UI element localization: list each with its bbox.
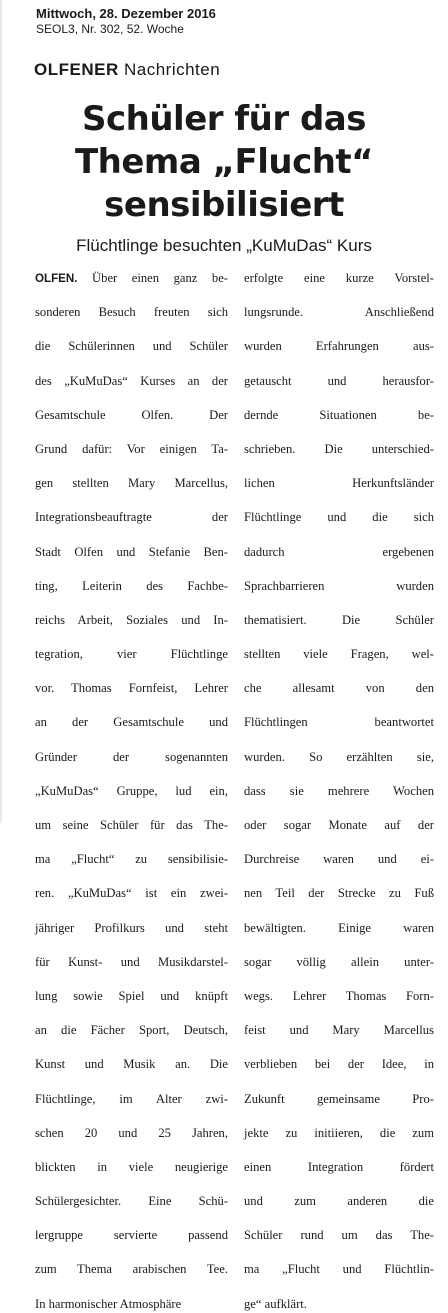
article-text: sonderen Besuch freuten sich xyxy=(35,305,228,320)
article-text-line xyxy=(244,714,434,748)
issue-number: SEOL3, Nr. 302, 52. Woche xyxy=(36,22,184,36)
article-text-line xyxy=(244,1159,434,1193)
article-text-line xyxy=(244,783,434,817)
article-text-line xyxy=(35,373,228,407)
article-text: um seine Schüler für das The- xyxy=(35,818,228,832)
article-text-line xyxy=(35,1227,228,1261)
article-text: vor. Thomas Fornfeist, Lehrer xyxy=(35,681,228,696)
issue-meta xyxy=(36,6,216,37)
article-text-line xyxy=(244,441,434,475)
article-text-line xyxy=(244,338,434,372)
article-text: wurden. So erzählten sie, xyxy=(244,749,434,764)
article-text: Gründer der sogenannten xyxy=(35,749,228,764)
article-text-line xyxy=(244,1296,434,1313)
article-text: zum Thema arabischen Tee. xyxy=(35,1262,228,1277)
article-text-line xyxy=(244,475,434,509)
article-text-line xyxy=(244,1227,434,1261)
article-text-line xyxy=(244,270,434,304)
article-text-line xyxy=(244,544,434,578)
article-text: Kunst und Musik an. Die xyxy=(35,1057,228,1072)
article-text-line xyxy=(244,1261,434,1295)
article-text: erfolgte eine kurze Vorstel- xyxy=(244,271,434,285)
article-text: sogar völlig allein unter- xyxy=(244,954,434,969)
article-text-line xyxy=(35,749,228,783)
article-text: stellten viele Fragen, wel- xyxy=(244,647,434,662)
article-text-line xyxy=(35,954,228,988)
article-text: lichen Herkunftsländer xyxy=(244,476,434,491)
article-text-line xyxy=(35,1091,228,1125)
article-text: ma „Flucht und Flüchtlin- xyxy=(244,1262,434,1277)
article-text-line xyxy=(244,920,434,954)
article-text: lergruppe servierte passend xyxy=(35,1228,228,1243)
article-text: und zum anderen die xyxy=(244,1194,434,1209)
article-text: nen Teil der Strecke zu Fuß xyxy=(244,886,434,901)
article-text-line xyxy=(244,885,434,919)
section-brand: OLFENER xyxy=(34,60,119,79)
subheadline: Flüchtlinge besuchten „KuMuDas“ Kurs xyxy=(76,236,372,255)
article-text: ting, Leiterin des Fachbe- xyxy=(35,578,228,593)
article-text-line xyxy=(35,817,228,851)
issue-date: Mittwoch, 28. Dezember 2016 xyxy=(36,6,216,21)
article-text-line xyxy=(35,783,228,817)
article-text: Integrationsbeauftragte der xyxy=(35,510,228,525)
article-text-line xyxy=(244,1056,434,1090)
article-text-line xyxy=(244,1091,434,1125)
article-text-line xyxy=(35,1022,228,1056)
article-text-line xyxy=(244,817,434,851)
article-text-line xyxy=(244,407,434,441)
article-text-line xyxy=(35,304,228,338)
article-text: ge“ aufklärt. xyxy=(244,1296,307,1311)
article-text-line xyxy=(35,475,228,509)
article-text: ma „Flucht“ zu sensibilisie- xyxy=(35,852,228,867)
article-text-line xyxy=(35,441,228,475)
article-text: wegs. Lehrer Thomas Forn- xyxy=(244,988,434,1003)
article-text: gen stellten Mary Marcellus, xyxy=(35,476,228,491)
article-text-line xyxy=(244,646,434,680)
article-text: dass sie mehrere Wochen xyxy=(244,783,434,798)
article-text: blickten in viele neugierige xyxy=(35,1159,228,1174)
article-text: Grund dafür: Vor einigen Ta- xyxy=(35,441,228,456)
article-text-line xyxy=(244,851,434,885)
article-text: die Schülerinnen und Schüler xyxy=(35,339,228,354)
article-text-line xyxy=(35,1056,228,1090)
article-text: reichs Arbeit, Soziales und In- xyxy=(35,612,228,627)
article-text: Flüchtlingen beantwortet xyxy=(244,715,434,730)
article-text-line xyxy=(244,749,434,783)
article-text-line xyxy=(35,714,228,748)
article-text: tegration, vier Flüchtlinge xyxy=(35,647,228,662)
article-text-line xyxy=(35,578,228,612)
article-text-line xyxy=(244,509,434,543)
article-text: jähriger Profilkurs und steht xyxy=(35,920,228,935)
article-text-line xyxy=(244,304,434,338)
article-text-line xyxy=(244,1125,434,1159)
article-text: Schülergesichter. Eine Schü- xyxy=(35,1194,228,1209)
article-text: Über einen ganz be- xyxy=(77,271,228,285)
section-name: Nachrichten xyxy=(123,60,221,79)
article-text: getauscht und herausfor- xyxy=(244,373,434,388)
article-text: Schüler rund um das The- xyxy=(244,1228,434,1243)
article-text: für Kunst- und Musikdarstel- xyxy=(35,954,228,969)
article-text: Durchreise waren und ei- xyxy=(244,852,434,867)
section-title xyxy=(34,60,220,80)
article-text: jekte zu initiieren, die zum xyxy=(244,1125,434,1140)
article-text-line xyxy=(35,338,228,372)
article-text: Zukunft gemeinsame Pro- xyxy=(244,1091,434,1106)
article-text: dernde Situationen be- xyxy=(244,407,434,422)
article-column-right xyxy=(244,270,434,1313)
article-text-line xyxy=(35,544,228,578)
article-text: feist und Mary Marcellus xyxy=(244,1023,434,1038)
article-text-line xyxy=(35,646,228,680)
article-text: schrieben. Die unterschied- xyxy=(244,441,434,456)
article-text: des „KuMuDas“ Kurses an der xyxy=(35,373,228,388)
headline-line: Thema „Flucht“ xyxy=(74,142,374,182)
article-text: In harmonischer Atmosphäre xyxy=(35,1296,182,1311)
article-text: lung sowie Spiel und knüpft xyxy=(35,988,228,1003)
article-text-line xyxy=(35,1159,228,1193)
article-text: thematisiert. Die Schüler xyxy=(244,612,434,627)
dateline: OLFEN. xyxy=(35,272,78,285)
article-text: ren. „KuMuDas“ ist ein zwei- xyxy=(35,886,228,901)
article-text-line xyxy=(244,578,434,612)
article-text: schen 20 und 25 Jahren, xyxy=(35,1125,228,1140)
article-text-line xyxy=(244,954,434,988)
article-text-line xyxy=(35,1296,228,1313)
article-text-line xyxy=(35,920,228,954)
article-text-line xyxy=(35,1261,228,1295)
headline xyxy=(0,98,448,227)
article-text-line xyxy=(244,373,434,407)
article-text-line xyxy=(244,680,434,714)
article-text-line xyxy=(35,612,228,646)
article-text-line xyxy=(244,1193,434,1227)
article-text: „KuMuDas“ Gruppe, lud ein, xyxy=(35,783,228,798)
article-text-line xyxy=(244,1022,434,1056)
article-text-line xyxy=(35,407,228,441)
article-text-line xyxy=(35,988,228,1022)
article-text: einen Integration fördert xyxy=(244,1159,434,1174)
article-text: wurden Erfahrungen aus- xyxy=(244,339,434,354)
article-text: verblieben bei der Idee, in xyxy=(244,1057,434,1072)
article-column-left xyxy=(35,270,228,1313)
article-text: Sprachbarrieren wurden xyxy=(244,578,434,593)
article-text: Flüchtlinge und die sich xyxy=(244,510,434,525)
article-text: oder sogar Monate auf der xyxy=(244,818,434,832)
article-text: an die Fächer Sport, Deutsch, xyxy=(35,1023,228,1038)
article-text-line xyxy=(244,612,434,646)
article-text-line xyxy=(35,851,228,885)
article-text-line xyxy=(35,1193,228,1227)
article-text-line xyxy=(35,1125,228,1159)
article-text: dadurch ergebenen xyxy=(244,544,434,559)
article-text: Gesamtschule Olfen. Der xyxy=(35,407,228,422)
headline-line: sensibilisiert xyxy=(104,185,344,225)
article-text: bewältigten. Einige waren xyxy=(244,920,434,935)
article-text-line xyxy=(244,988,434,1022)
headline-line: Schüler für das xyxy=(82,99,366,139)
article-text: Flüchtlinge, im Alter zwi- xyxy=(35,1091,228,1106)
article-text-line xyxy=(35,885,228,919)
article-text-line xyxy=(35,509,228,543)
article-text-line xyxy=(35,680,228,714)
article-text-line xyxy=(35,270,228,304)
article-text: an der Gesamtschule und xyxy=(35,715,228,730)
article-text: che allesamt von den xyxy=(244,681,434,696)
article-text: Stadt Olfen und Stefanie Ben- xyxy=(35,544,228,559)
article-text: lungsrunde. Anschließend xyxy=(244,305,434,320)
